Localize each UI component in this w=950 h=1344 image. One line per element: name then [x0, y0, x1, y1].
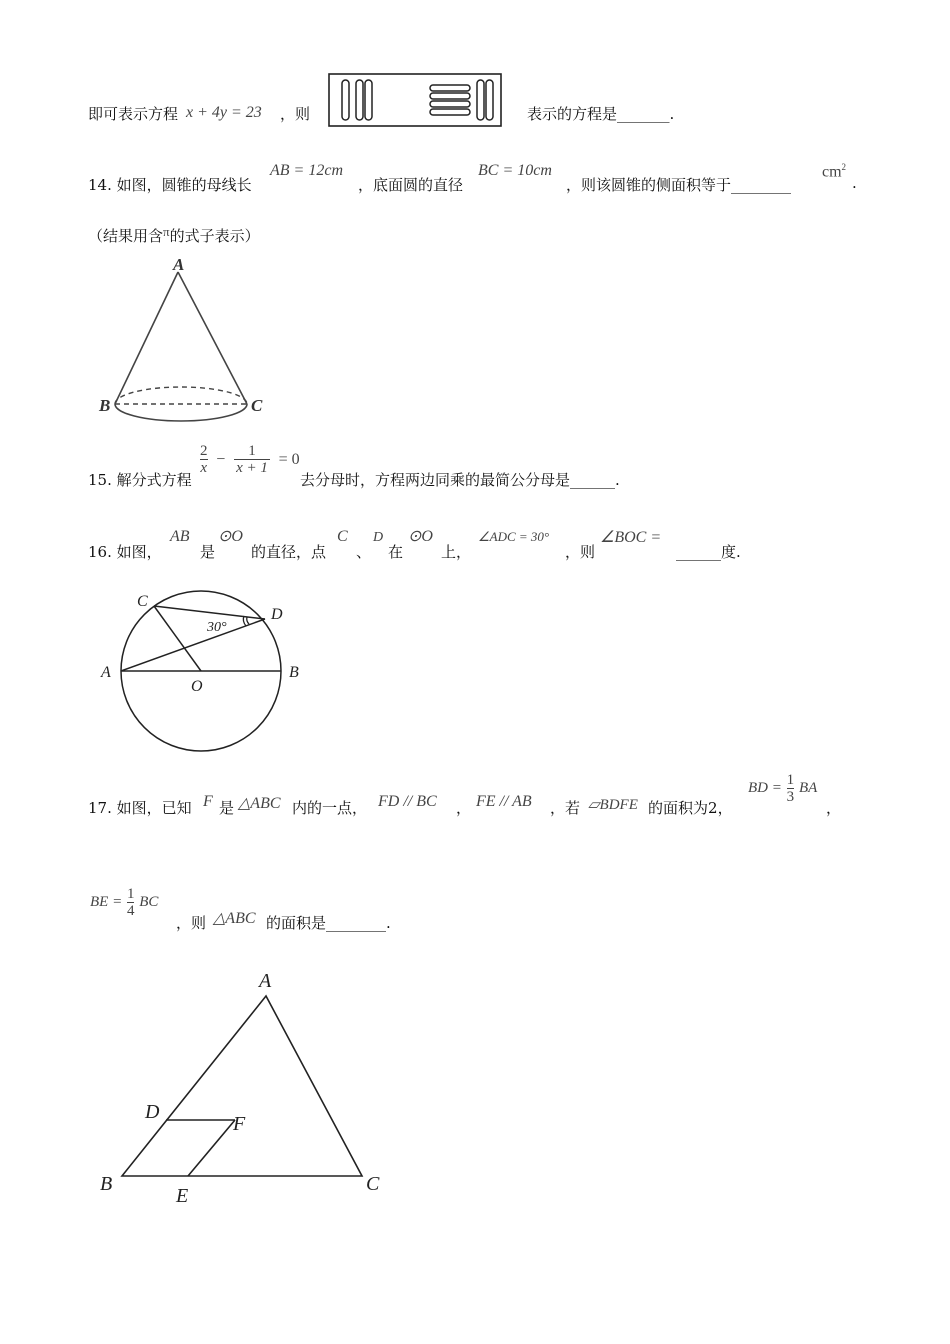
q14-note: （结果用含π的式子表示）: [88, 224, 260, 245]
q13-prefix: 即可表示方程: [88, 105, 179, 123]
q14-bc: BC = 10cm: [478, 162, 552, 179]
counting-rods-figure: [328, 73, 503, 128]
q16-circle-o: ⊙O: [218, 528, 243, 545]
q16-then: ，则: [565, 543, 596, 561]
triangle-label-b: B: [100, 1173, 113, 1195]
q17-para: ▱BDFE: [588, 797, 638, 813]
q13-equation: x + 4y = 23: [186, 104, 262, 121]
q17-area: 的面积为2，: [648, 799, 733, 817]
q17-pre: 17. 如图，已知: [88, 799, 192, 817]
q15-text-1: 15. 解分式方程: [88, 471, 192, 489]
q16-sep: 、: [356, 543, 372, 561]
q17-be-eq: BE = $\frac{1}{4}$ BC: [90, 886, 159, 919]
triangle-label-e: E: [176, 1185, 189, 1207]
q16-circle-o2: ⊙O: [408, 528, 433, 545]
q16-angle: ∠ADC = 30°: [478, 529, 550, 544]
triangle-label-a: A: [259, 970, 272, 992]
q16-diam: 的直径，点: [251, 543, 327, 561]
circle-figure: [95, 585, 325, 755]
triangle-figure: [95, 965, 395, 1210]
q17-if: ，若: [550, 799, 581, 817]
cone-figure: [90, 252, 280, 437]
q17-end1: ，: [826, 799, 842, 817]
q13-suffix: 表示的方程是_______.: [527, 105, 675, 123]
q17-sep: ，: [456, 799, 472, 817]
q16-boc: ∠BOC =: [600, 529, 662, 546]
q16-d: D: [373, 530, 384, 545]
triangle-label-c: C: [366, 1173, 380, 1195]
q15-equation: $\frac{2}{x}$ − $\frac{1}{x + 1}$ = 0: [200, 443, 300, 476]
circle-label-d: D: [271, 606, 283, 623]
q17-inner: 内的一点，: [292, 799, 368, 817]
q14-text-3: ，则该圆锥的侧面积等于________: [566, 176, 792, 194]
q13-then: ，则: [280, 105, 311, 123]
q17-tail: 的面积是________.: [266, 914, 391, 932]
circle-label-a: A: [101, 664, 111, 681]
q14-ab: AB = 12cm: [270, 162, 343, 179]
circle-label-b: B: [289, 664, 299, 681]
q16-c: C: [337, 528, 348, 545]
q17-then: ，则: [176, 914, 207, 932]
q16-tail: ______度.: [676, 543, 741, 561]
q17-tri: △ABC: [238, 795, 281, 812]
q16-is: 是: [200, 543, 216, 561]
q17-f: F: [203, 793, 213, 810]
q16-num: 16. 如图，: [88, 543, 162, 561]
q17-tri2: △ABC: [213, 910, 256, 927]
circle-label-angle: 30°: [207, 620, 227, 635]
q14-end: .: [852, 174, 857, 192]
triangle-label-d: D: [145, 1101, 160, 1123]
cone-label-c: C: [251, 396, 263, 415]
q16-on: 在: [388, 543, 404, 561]
q14-text-1: 14. 如图，圆锥的母线长: [88, 176, 252, 194]
q14-unit: $cm^2$: [822, 162, 847, 181]
cone-label-b: B: [99, 396, 111, 415]
q17-fe: FE // AB: [476, 793, 532, 810]
q14-text-2: ，底面圆的直径: [358, 176, 464, 194]
circle-label-o: O: [191, 678, 203, 695]
q16-up: 上，: [441, 543, 472, 561]
q17-bd-eq: BD = $\frac{1}{3}$ BA: [748, 772, 818, 805]
q17-fd: FD // BC: [378, 793, 437, 810]
q17-is: 是: [219, 799, 235, 817]
circle-label-c: C: [137, 593, 148, 610]
q16-ab: AB: [170, 528, 190, 545]
q15-text-2: 去分母时，方程两边同乘的最简公分母是______.: [300, 471, 620, 489]
cone-label-a: A: [173, 255, 185, 274]
triangle-label-f: F: [233, 1113, 246, 1135]
